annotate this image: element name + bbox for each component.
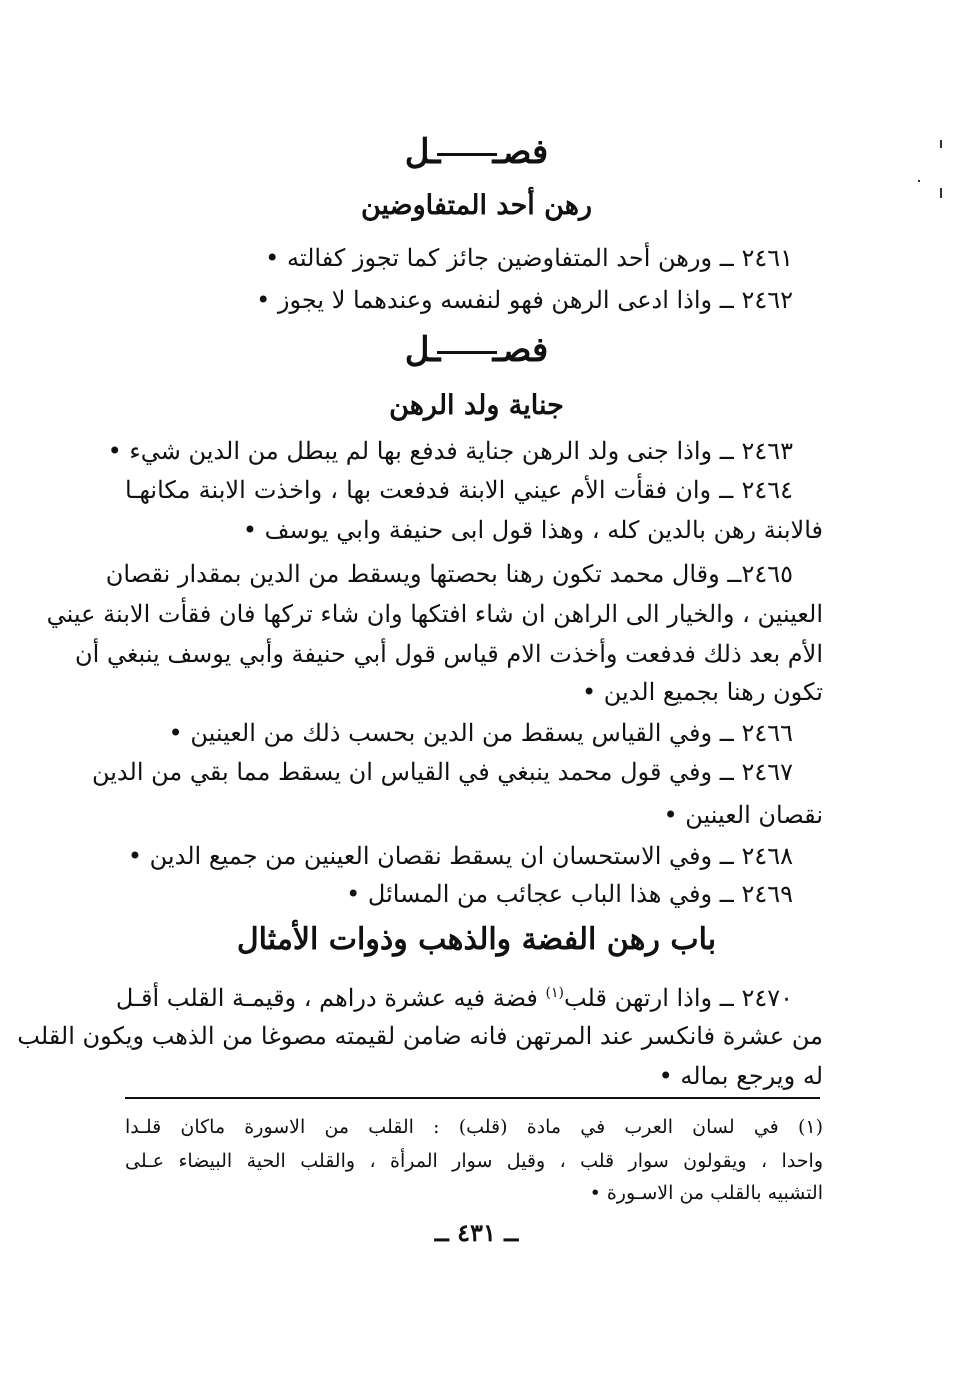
text-line: من عشرة فانكسر عند المرتهن فانه ضامن لقيمته مصوغا من الذهب ويكون القلب [17,1022,823,1050]
text-line: فالابنة رهن بالدين كله ، وهذا قول ابى حنيفة وابي يوسف • [242,516,823,544]
chapter-title: باب رهن الفضة والذهب وذوات الأمثال [236,922,717,957]
scan-mark [940,140,942,148]
text-line: تكون رهنا بجميع الدين • [581,678,823,706]
text-line: ٢٤٦٩ ــ وفي هذا الباب عجائب من المسائل • [346,880,793,908]
text-line: ٢٤٦٥ــ وقال محمد تكون رهنا بحصتها ويسقط من الدين بمقدار نقصان [105,560,793,588]
text-line: نقصان العينين • [663,801,823,829]
footnote-line: واحدا ، ويقولون سوار قلب ، وقيل سوار المرأة ، والقلب الحية البيضاء عـلى [125,1150,823,1172]
scan-mark [940,188,942,198]
footnote-line: التشبيه بالقلب من الاسـورة • [589,1182,823,1204]
text-line: ٢٤٦٤ ــ وان فقأت الأم عيني الابنة فدفعت بها ، واخذت الابنة مكانهـا [125,476,793,504]
fasl-heading: فصــل [404,132,549,172]
text-line: ٢٤٧٠ ــ واذا ارتهن قلب$^{(١)}$ فضة فيه عشرة دراهم ، وقيمـة القلب أقـل [115,984,793,1012]
text-line: ٢٤٦٢ ــ واذا ادعى الرهن فهو لنفسه وعندهما لا يجوز • [256,286,793,314]
footnote-line: (١) في لسان العرب في مادة (قلب) : القلب من الاسورة ماكان قلـدا [125,1116,823,1138]
text-line: ٢٤٦١ ــ ورهن أحد المتفاوضين جائز كما تجوز كفالته • [265,244,793,272]
text-line: الأم بعد ذلك فدفعت وأخذت الام قياس قول أبي حنيفة وأبي يوسف ينبغي أن [75,640,823,668]
text-line: ٢٤٦٣ ــ واذا جنى ولد الرهن جناية فدفع بها لم يبطل من الدين شيء • [107,437,793,465]
text-line: ٢٤٦٨ ــ وفي الاستحسان ان يسقط نقصان العينين من جميع الدين • [127,842,793,870]
text-line: ٢٤٦٧ ــ وفي قول محمد ينبغي في القياس ان يسقط مما بقي من الدين [91,758,793,786]
footnote-rule [125,1097,820,1099]
page-number: ــ ٤٣١ ــ [434,1218,519,1247]
scan-mark [918,180,920,182]
text-line: ٢٤٦٦ ــ وفي القياس يسقط من الدين بحسب ذلك من العينين • [168,719,793,747]
text-line: له ويرجع بماله • [658,1062,823,1090]
text-line: العينين ، والخيار الى الراهن ان شاء افتكها وان شاء تركها فان فقأت الابنة عيني [46,600,823,628]
section-title: جناية ولد الرهن [389,390,564,421]
footnote-ref: (١) [545,985,564,1001]
section-title: رهن أحد المتفاوضين [360,190,593,221]
fasl-heading: فصــل [404,330,549,370]
